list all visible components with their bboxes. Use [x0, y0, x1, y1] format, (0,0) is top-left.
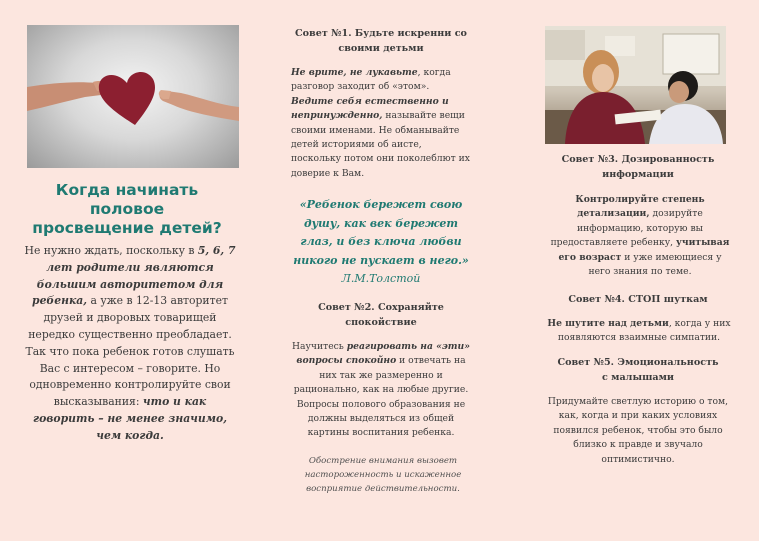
- hands-heart-illustration: [27, 25, 239, 168]
- tip3-title: Совет №3. Дозированность информации: [561, 154, 715, 180]
- hands-heart-photo: [27, 25, 239, 168]
- intro-text-2: а уже в 12-13 авторитет друзей и дворовых товарищей нередко существенно преобладает. Так что пока ребенок готов слушать Вас с интересом – говорите. Но одновременно контролируйте свои высказывания:: [25, 294, 235, 409]
- tip3-emphasis-2: учитывая его возраст: [558, 237, 730, 263]
- tip2-emphasis: реагировать на «эти» вопросы спокойно: [296, 341, 470, 367]
- classroom-illustration: [545, 26, 726, 144]
- tip2-note: Обострение внимания вызовет настороженность и искаженное восприятие действительности.: [304, 456, 462, 494]
- tip1-text-1: , когда разговор заходит об «этом».: [291, 67, 451, 93]
- tip4-paragraph: [544, 317, 734, 346]
- intro-text-1: Не нужно ждать, поскольку в: [24, 244, 198, 257]
- quote-text: «Ребенок бережет свою душу, как век бережет глаз, и без ключа любви никого не пускает в него.»: [293, 198, 469, 267]
- tip3-text-2: и уже имеющиеся у него знания по теме.: [588, 251, 722, 278]
- tolstoy-quote: [292, 196, 470, 289]
- tip3-emphasis-1: Контролируйте степень детализации,: [575, 194, 705, 220]
- classroom-photo: [545, 26, 726, 144]
- tip2-title: Совет №2. Сохраняйте спокойствие: [318, 302, 444, 328]
- tip1-title: Совет №1. Будьте искренни со своими детьми: [295, 28, 467, 54]
- tip4-text: , когда у них появляются взаимные симпатии.: [557, 318, 731, 344]
- tip1-emphasis-2: Ведите себя естественно и непринужденно,: [291, 95, 449, 122]
- tip2-text-1: Научитесь: [292, 341, 347, 352]
- tip2-paragraph: [288, 340, 474, 441]
- tip5-paragraph: Придумайте светлую историю о том, как, когда и при каких условиях появился ребенок, чтобы это было близко к правде и звучало оптимистично.: [547, 396, 729, 465]
- tip3-paragraph: [550, 193, 730, 279]
- tip5-title: Совет №5. Эмоциональность с малышами: [557, 357, 719, 383]
- intro-emphasis-2: что и как говорить – не менее значимо, чем когда.: [33, 395, 227, 442]
- tip1-emphasis-1: Не врите, не лукавьте: [291, 67, 418, 78]
- intro-emphasis-1: 5, 6, 7 лет родители являются большим авторитетом для ребенка,: [32, 244, 236, 308]
- tip3-text-1: дозируйте информацию, которую вы предоставляете ребенку,: [550, 208, 703, 249]
- main-title: Когда начинать половое просвещение детей?: [32, 181, 222, 237]
- tip4-title: Совет №4. СТОП шуткам: [568, 294, 708, 305]
- quote-author: Л.М.Толстой: [341, 272, 421, 285]
- tip2-text-2: и отвечать на них так же размеренно и рационально, как на любые другие. Вопросы полового образования не должны выделяться из общей картины воспитания ребенка.: [293, 355, 469, 439]
- tip4-emphasis: Не шутите над детьми: [547, 318, 669, 329]
- tip1-text-2: называйте вещи своими именами. Не обманывайте детей историями об аисте, поскольку потом они поколеблют их доверие к Вам.: [291, 110, 470, 179]
- tip1-paragraph: [291, 66, 473, 181]
- intro-paragraph: [24, 243, 236, 445]
